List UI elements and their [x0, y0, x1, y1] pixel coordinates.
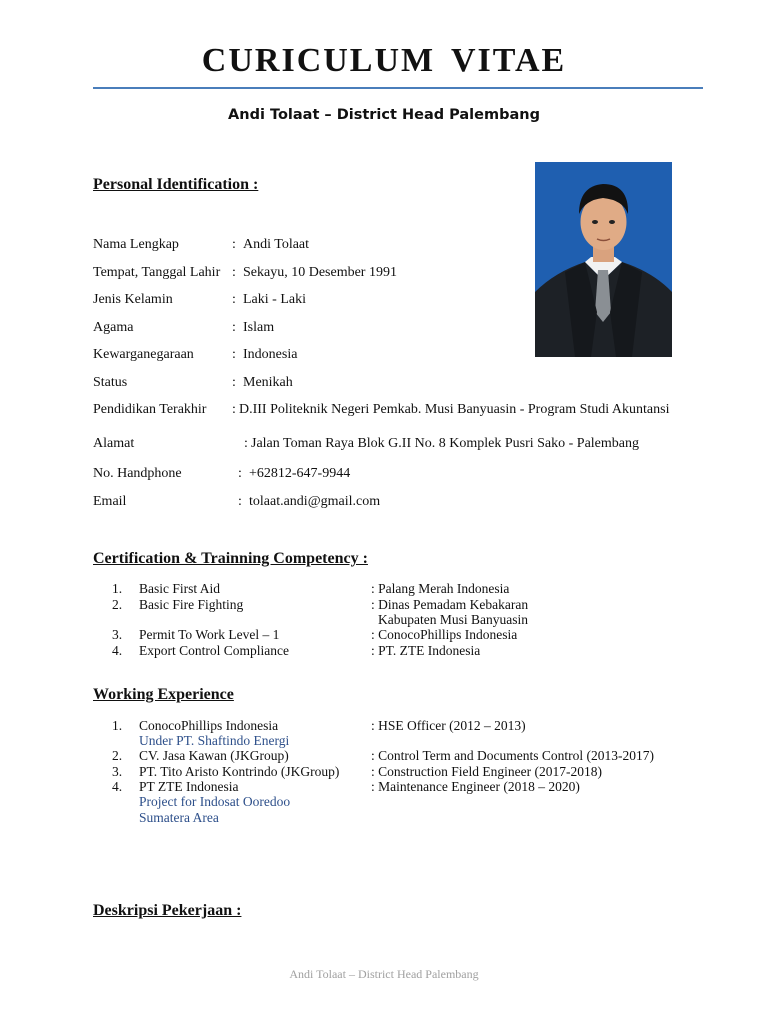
certification-issuer: : Palang Merah Indonesia [371, 581, 510, 596]
certification-issuer: : Dinas Pemadam Kebakaran [371, 597, 529, 612]
certification-name: Basic Fire Fighting [139, 597, 244, 612]
certification-heading: Certification & Trainning Competency : [93, 550, 368, 567]
field-separator: : [244, 436, 248, 451]
field-separator: : [238, 466, 242, 481]
field-label: Agama [93, 320, 134, 335]
job-role: : Construction Field Engineer (2017-2018) [371, 764, 602, 779]
company-name: ConocoPhillips Indonesia [139, 718, 279, 733]
field-separator: : [232, 402, 236, 417]
field-label: Kewarganegaraan [93, 347, 194, 362]
cv-subtitle: Andi Tolaat – District Head Palembang [228, 107, 540, 123]
field-label: Pendidikan Terakhir [93, 402, 207, 417]
item-number: 2. [112, 597, 123, 612]
certification-name: Basic First Aid [139, 581, 221, 596]
item-number: 1. [112, 581, 123, 596]
title-divider [93, 87, 703, 89]
field-value: D.III Politeknik Negeri Pemkab. Musi Banyuasin - Program Studi Akuntansi [239, 402, 670, 417]
company-note: Under PT. Shaftindo Energi [139, 733, 290, 748]
field-separator: : [232, 375, 236, 390]
certification-name: Permit To Work Level – 1 [139, 627, 280, 642]
field-value: Laki - Laki [243, 292, 306, 307]
item-number: 3. [112, 627, 123, 642]
field-separator: : [232, 347, 236, 362]
certification-name: Export Control Compliance [139, 643, 289, 658]
field-separator: : [232, 265, 236, 280]
job-role: : Maintenance Engineer (2018 – 2020) [371, 779, 580, 794]
field-label: No. Handphone [93, 466, 182, 481]
item-number: 4. [112, 643, 123, 658]
field-label: Tempat, Tanggal Lahir [93, 265, 221, 280]
field-label: Jenis Kelamin [93, 292, 173, 307]
email-link[interactable]: tolaat.andi@gmail.com [249, 494, 381, 509]
cv-title: CURICULUM VITAE [201, 42, 567, 79]
field-value: Indonesia [243, 347, 298, 362]
personal-identification-heading: Personal Identification : [93, 176, 259, 193]
field-value: Menikah [243, 375, 293, 390]
portrait-illustration [535, 162, 672, 357]
page-footer: Andi Tolaat – District Head Palembang [289, 967, 479, 981]
field-value: Islam [243, 320, 275, 335]
item-number: 4. [112, 779, 123, 794]
certification-issuer: : ConocoPhillips Indonesia [371, 627, 518, 642]
company-name: PT. Tito Aristo Kontrindo (JKGroup) [139, 764, 340, 779]
item-number: 1. [112, 718, 123, 733]
field-label: Email [93, 494, 127, 509]
field-label: Alamat [93, 436, 135, 451]
item-number: 3. [112, 764, 123, 779]
item-number: 2. [112, 748, 123, 763]
certification-issuer: : PT. ZTE Indonesia [371, 643, 481, 658]
field-label: Nama Lengkap [93, 237, 179, 252]
field-separator: : [232, 320, 236, 335]
company-name: PT ZTE Indonesia [139, 779, 239, 794]
field-label: Status [93, 375, 128, 390]
company-note: Project for Indosat Ooredoo [139, 794, 291, 809]
field-value: Sekayu, 10 Desember 1991 [243, 265, 397, 280]
job-description-heading: Deskripsi Pekerjaan : [93, 902, 242, 919]
working-experience-heading: Working Experience [93, 686, 234, 703]
profile-photo [535, 162, 672, 357]
field-separator: : [238, 494, 242, 509]
field-value: Andi Tolaat [243, 237, 310, 252]
field-value: +62812-647-9944 [249, 466, 351, 481]
company-note-line2: Sumatera Area [139, 810, 219, 825]
company-name: CV. Jasa Kawan (JKGroup) [139, 748, 289, 763]
field-separator: : [232, 237, 236, 252]
job-role: : Control Term and Documents Control (2013-2017) [371, 748, 655, 763]
field-value: Jalan Toman Raya Blok G.II No. 8 Komplek Pusri Sako - Palembang [251, 436, 639, 451]
field-separator: : [232, 292, 236, 307]
job-role: : HSE Officer (2012 – 2013) [371, 718, 526, 733]
certification-issuer-line2: Kabupaten Musi Banyuasin [378, 612, 528, 627]
